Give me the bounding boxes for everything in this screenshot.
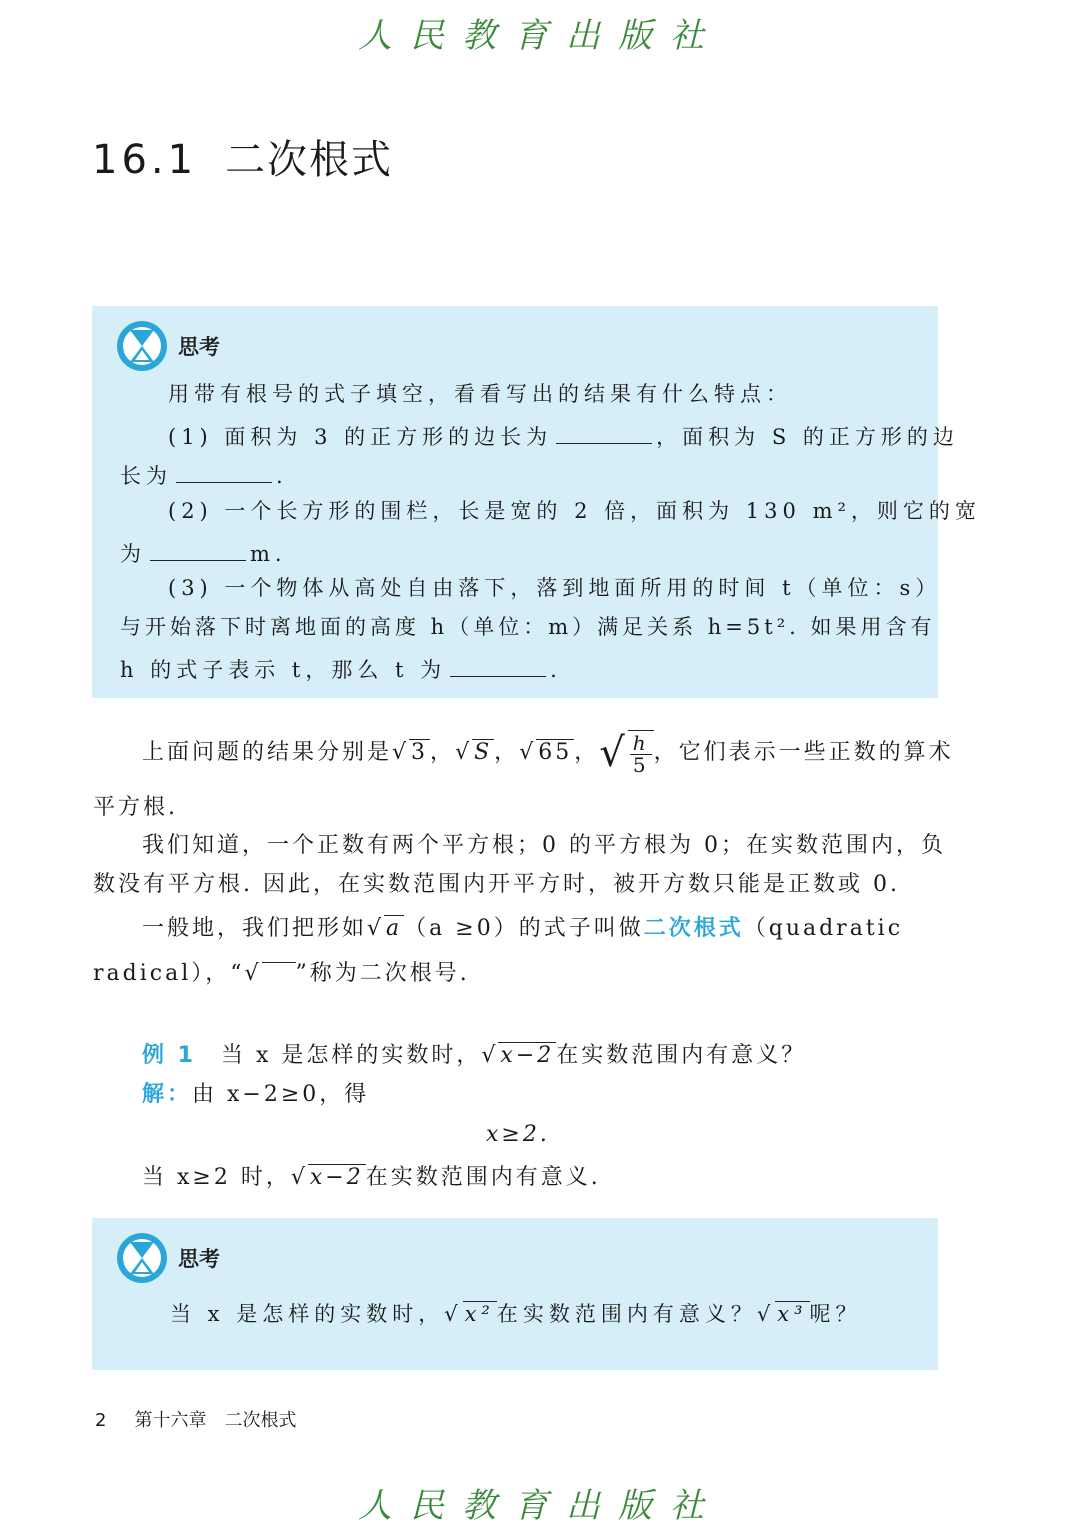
paragraph-3-line-1: 一般地，我们把形如√a（a ≥0）的式子叫做二次根式（quadratic — [142, 916, 904, 941]
q1-text-a: (1) 面积为 3 的正方形的边长为 — [168, 425, 553, 449]
think-label: 思考 — [178, 335, 220, 359]
question-1-line-2 — [120, 462, 288, 487]
paragraph-2-line-2: 数没有平方根. 因此，在实数范围内开平方时，被开方数只能是正数或 0. — [93, 872, 900, 897]
think-icon — [116, 320, 168, 372]
q3-text-d: . — [550, 658, 562, 682]
think-icon — [116, 1232, 168, 1284]
answer-blank[interactable] — [150, 540, 246, 561]
radical-x-squared: x² — [464, 1302, 495, 1326]
example-conclusion: 当 x≥2 时，√x−2在实数范围内有意义. — [142, 1165, 601, 1190]
publisher-footer: 人民教育出版社 — [358, 1486, 722, 1526]
conclusion-text-b: 在实数范围内有意义. — [365, 1165, 601, 1190]
fraction-denominator: 5 — [632, 753, 649, 777]
example-question-b: 在实数范围内有意义？ — [556, 1043, 807, 1068]
page-footer — [95, 1406, 296, 1432]
p3-text-e: ”称为二次根号. — [295, 961, 470, 986]
radical-x-minus-2: x−2 — [500, 1043, 555, 1068]
radical-fraction: √ $\frac{h}{5}$ — [599, 730, 653, 776]
answer-blank[interactable] — [450, 656, 546, 677]
radical-3: 3 — [411, 740, 429, 765]
think-2-text-a: 当 x 是怎样的实数时， — [170, 1302, 445, 1326]
keyword-quadratic-radical: 二次根式 — [643, 916, 744, 941]
question-3-line-2: 与开始落下时离地面的高度 h（单位：m）满足关系 h=5t². 如果用含有 — [120, 615, 936, 639]
example-solution — [142, 1084, 369, 1106]
conclusion-text-a: 当 x≥2 时， — [142, 1165, 291, 1190]
think-2-question: 当 x 是怎样的实数时，√x²在实数范围内有意义？√x³呢？ — [170, 1302, 862, 1326]
section-number: 16.1 — [92, 137, 198, 183]
example-question: 例 1 当 x 是怎样的实数时，√x−2在实数范围内有意义？ — [142, 1043, 807, 1068]
radical-s: S — [474, 740, 493, 765]
think-2-text-c: 呢？ — [809, 1302, 862, 1326]
radical-65: 65 — [538, 740, 573, 765]
question-2-line-2 — [120, 540, 287, 565]
page-number: 2 — [95, 1410, 107, 1431]
p3-text-c: （quadratic — [743, 916, 904, 941]
q1-text-c: 长为 — [120, 464, 172, 488]
paragraph-2-line-1: 我们知道，一个正数有两个平方根；0 的平方根为 0；在实数范围内，负 — [142, 833, 946, 858]
radical-x-cubed: x³ — [777, 1302, 808, 1326]
think-2-text-b: 在实数范围内有意义？ — [496, 1302, 757, 1326]
answer-blank[interactable] — [556, 423, 652, 444]
q2-text-b: 为 — [120, 542, 146, 566]
think-box-1 — [92, 306, 981, 698]
paragraph-3-line-2: radical），“√ ”称为二次根号. — [93, 961, 470, 986]
p1-text-a: 上面问题的结果分别是 — [142, 740, 393, 765]
p3-text-b: （a ≥0）的式子叫做 — [404, 916, 644, 941]
p3-text-d: radical），“ — [93, 961, 245, 986]
radical-sign-empty — [262, 962, 296, 985]
publisher-header: 人民教育出版社 — [358, 16, 722, 56]
question-2-line-1: (2) 一个长方形的围栏，长是宽的 2 倍，面积为 130 m²，则它的宽 — [168, 499, 981, 523]
think-header — [116, 320, 220, 372]
paragraph-1-line-1: 上面问题的结果分别是√3，√S，√65， √ $\frac{h}{5}$ ，它们表示一些正数的算术 — [142, 730, 954, 777]
example-label: 例 1 — [142, 1043, 196, 1068]
p1-text-b: ，它们表示一些正数的算术 — [653, 740, 954, 765]
solution-inequality: x≥2. — [486, 1122, 550, 1147]
p3-text-a: 一般地，我们把形如 — [142, 916, 368, 941]
solution-label: 解： — [142, 1082, 193, 1107]
section-title — [92, 128, 393, 185]
question-1-line-1 — [168, 423, 959, 448]
question-3-line-3 — [120, 656, 562, 681]
chapter-label: 第十六章 二次根式 — [134, 1410, 297, 1431]
radical-x-minus-2: x−2 — [309, 1165, 364, 1190]
think-box-2 — [92, 1218, 938, 1370]
q1-text-b: ，面积为 S 的正方形的边 — [656, 425, 959, 449]
q2-text-c: m. — [250, 542, 287, 566]
think-intro: 用带有根号的式子填空，看看写出的结果有什么特点： — [168, 382, 792, 406]
paragraph-1-line-2: 平方根. — [93, 795, 178, 820]
radical-a: a — [386, 916, 403, 941]
q1-text-d: . — [276, 464, 288, 488]
think-label: 思考 — [178, 1247, 220, 1271]
answer-blank[interactable] — [176, 462, 272, 483]
fraction-numerator: h — [630, 733, 652, 755]
think-header — [116, 1232, 220, 1284]
question-3-line-1: (3) 一个物体从高处自由落下，落到地面所用的时间 t（单位：s） — [168, 576, 942, 600]
example-question-a: 当 x 是怎样的实数时， — [220, 1043, 482, 1068]
q3-text-c: h 的式子表示 t，那么 t 为 — [120, 658, 447, 682]
section-title-text: 二次根式 — [225, 137, 394, 183]
solution-text-a: 由 x−2≥0，得 — [192, 1082, 370, 1107]
